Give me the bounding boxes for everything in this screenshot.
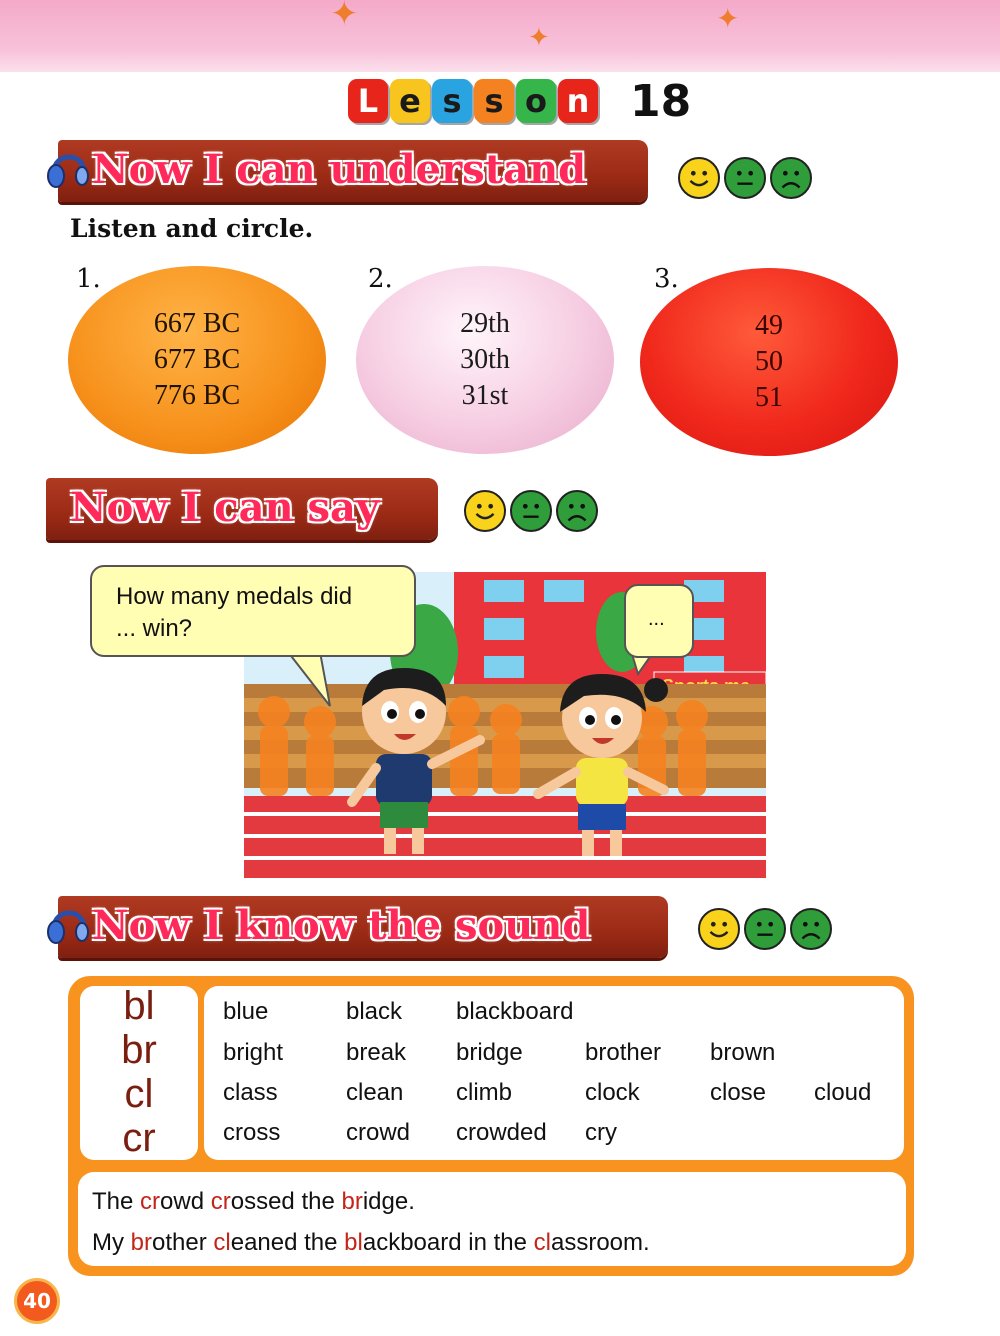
answer-option[interactable]: 30th <box>460 344 510 375</box>
headphones-icon <box>46 142 92 194</box>
example-sentence-1: The crowd crossed the bridge. <box>92 1188 415 1215</box>
item-number: 3. <box>654 264 679 294</box>
word: clock <box>585 1079 640 1106</box>
answer-option[interactable]: 49 <box>755 310 783 341</box>
lesson-letter-tile: n <box>558 79 598 123</box>
instruction-text: Listen and circle. <box>70 214 314 243</box>
lesson-number: 18 <box>630 75 692 127</box>
word: close <box>710 1079 767 1106</box>
section-title: Now I can understand <box>92 146 587 193</box>
word: cry <box>585 1119 617 1146</box>
sad-face-icon[interactable] <box>790 908 832 950</box>
blend-cr: cr <box>122 1116 156 1160</box>
answer-option[interactable]: 677 BC <box>153 344 241 375</box>
word: brother <box>585 1039 662 1066</box>
answer-option[interactable]: 667 BC <box>153 308 241 339</box>
lesson-letter-tile: s <box>474 79 514 123</box>
answer-oval-2 <box>356 266 614 454</box>
neutral-face-icon[interactable] <box>510 490 552 532</box>
self-assessment-faces <box>464 490 602 532</box>
lesson-title <box>348 74 691 128</box>
sad-face-icon[interactable] <box>556 490 598 532</box>
leaf-icon: ✦ <box>330 0 359 33</box>
answer-option[interactable]: 776 BC <box>153 380 241 411</box>
answer-option[interactable]: 31st <box>461 380 509 411</box>
word: class <box>223 1079 278 1106</box>
sad-face-icon[interactable] <box>770 157 812 199</box>
smiling-face-icon[interactable] <box>678 157 720 199</box>
word: cloud <box>814 1079 872 1106</box>
self-assessment-faces <box>698 908 836 950</box>
section-banner-sound <box>58 896 668 958</box>
page-number: 40 <box>14 1278 60 1324</box>
word: blue <box>223 998 269 1025</box>
section-banner-understand <box>58 140 648 202</box>
item-number: 2. <box>368 264 393 294</box>
leaf-icon: ✦ <box>528 22 550 52</box>
answer-oval-3 <box>640 268 898 456</box>
section-title: Now I can say <box>70 484 380 531</box>
section-title: Now I know the sound <box>92 902 591 949</box>
blend-br: br <box>121 1028 157 1072</box>
word: crowded <box>456 1119 547 1146</box>
word: bridge <box>456 1039 523 1066</box>
speech-bubble-girl <box>624 584 694 658</box>
leaf-icon: ✦ <box>716 3 740 34</box>
headphones-icon <box>46 898 92 950</box>
blend-bl: bl <box>123 984 155 1028</box>
smiling-face-icon[interactable] <box>464 490 506 532</box>
speech-bubble-boy <box>90 565 416 657</box>
smiling-face-icon[interactable] <box>698 908 740 950</box>
lesson-letter-tile: e <box>390 79 430 123</box>
neutral-face-icon[interactable] <box>744 908 786 950</box>
lesson-letter-tile: o <box>516 79 556 123</box>
self-assessment-faces <box>678 157 816 199</box>
word: cross <box>223 1119 281 1146</box>
blend-cl: cl <box>124 1072 154 1116</box>
example-sentence-2: My brother cleaned the blackboard in the classroom. <box>92 1229 650 1256</box>
word: black <box>346 998 403 1025</box>
word: bright <box>223 1039 284 1066</box>
answer-oval-1 <box>68 266 326 454</box>
answer-option[interactable]: 51 <box>755 382 783 413</box>
word: crowd <box>346 1119 411 1146</box>
speech-line: ... win? <box>116 615 193 642</box>
answer-option[interactable]: 29th <box>460 308 510 339</box>
speech-tail <box>280 650 340 710</box>
word: clean <box>346 1079 404 1106</box>
speech-line: ... <box>648 608 665 630</box>
lesson-letter-tile: L <box>348 79 388 123</box>
word: break <box>346 1039 407 1066</box>
answer-option[interactable]: 50 <box>755 346 783 377</box>
neutral-face-icon[interactable] <box>724 157 766 199</box>
speech-line: How many medals did <box>116 583 353 610</box>
section-banner-say <box>46 478 438 540</box>
item-number: 1. <box>76 264 101 294</box>
word: brown <box>710 1039 776 1066</box>
top-decorative-band <box>0 0 1000 72</box>
word: blackboard <box>456 998 574 1025</box>
lesson-letter-tile: s <box>432 79 472 123</box>
word: climb <box>456 1079 513 1106</box>
